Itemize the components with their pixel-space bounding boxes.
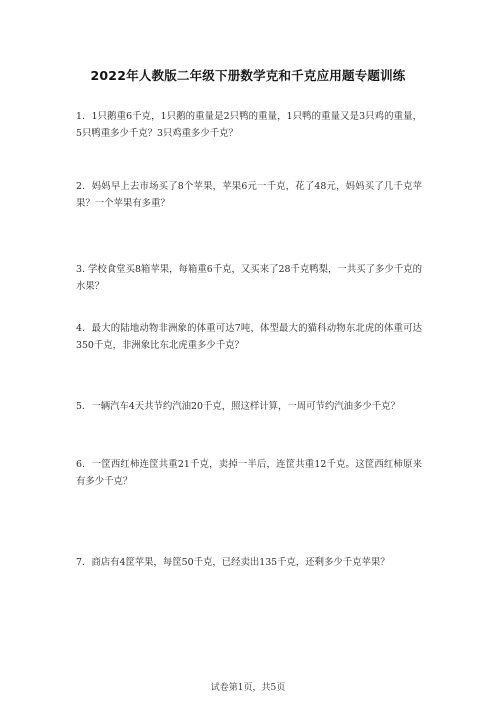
page-footer: 试卷第1页，共5页 [210, 683, 286, 693]
question-6: 6．一筐西红柿连筐共重21千克，卖掉一半后，连筐共重12千克。这筐西红柿原来有多少千克？ [76, 459, 422, 487]
question-5: 5．一辆汽车4天共节约汽油20千克，照这样计算，一周可节约汽油多少千克？ [76, 401, 400, 412]
question-3: 3. 学校食堂买8箱苹果，每箱重6千克，又买来了28千克鸭梨，一共买了多少千克的水果？ [76, 264, 422, 292]
question-4: 4．最大的陆地动物非洲象的体重可达7吨，体型最大的猫科动物东北虎的体重可达350千克，非洲象比东北虎重多少千克？ [76, 323, 422, 351]
question-7: 7．商店有4筐苹果，每筐50千克，已经卖出135千克，还剩多少千克苹果？ [76, 557, 390, 568]
question-2: 2．妈妈早上去市场买了8个苹果，苹果6元一千克，花了48元，妈妈买了几千克苹果？一个苹果有多重？ [76, 181, 422, 209]
question-1: 1．1只鹅重6千克，1只鹅的重量是2只鸭的重量，1只鸭的重量又是3只鸡的重量，5只鸭重多少千克？3只鸡重多少千克？ [76, 111, 422, 139]
page-title: 2022年人教版二年级下册数学克和千克应用题专题训练 [90, 68, 406, 83]
